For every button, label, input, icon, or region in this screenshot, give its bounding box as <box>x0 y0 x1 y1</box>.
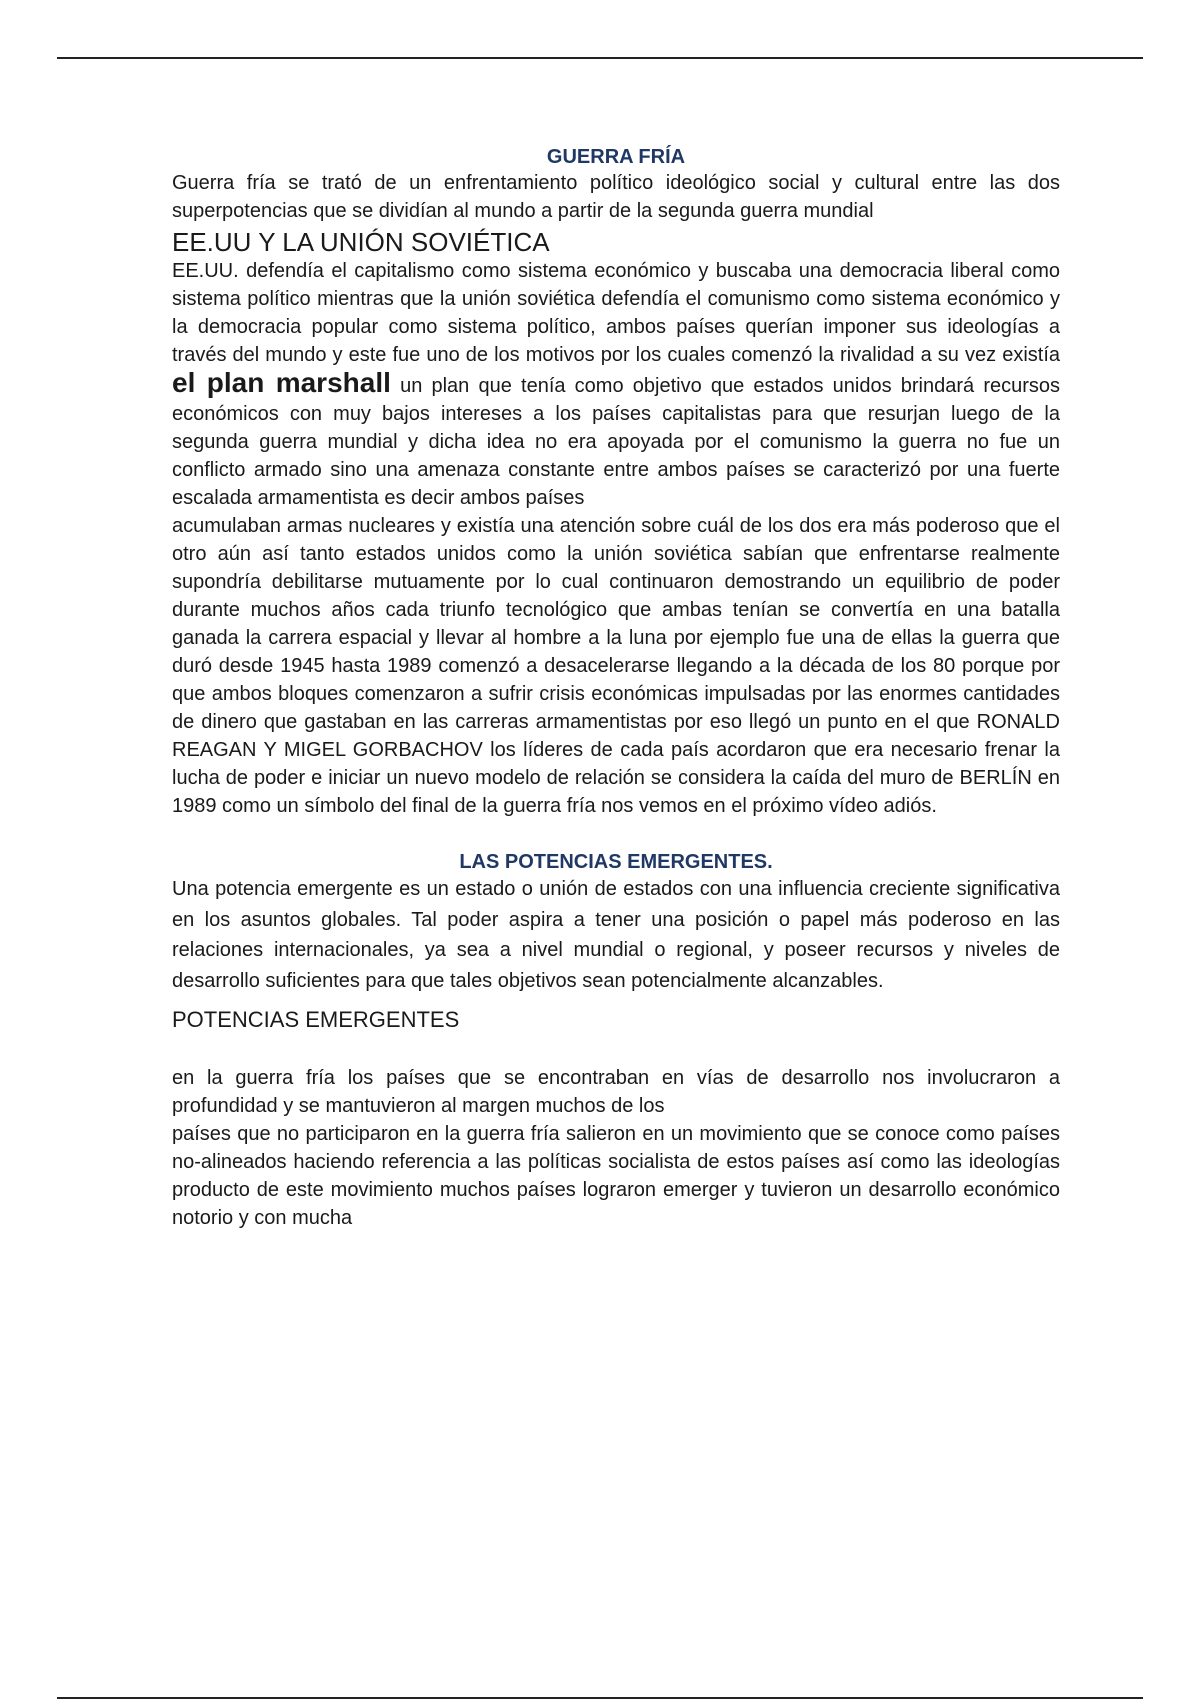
footer-rule <box>57 1697 1143 1699</box>
paragraph-potencias-part1: en la guerra fría los países que se encontraban en vías de desarrollo nos involucraron a profundidad y se mantuvieron al margen muchos de los <box>172 1067 1060 1117</box>
paragraph-continuation: acumulaban armas nucleares y existía una atención sobre cuál de los dos era más poderoso que el otro aún así tanto estados unidos como la unión soviética sabían que enfrentarse realmente supondría debilitarse mutuamente por lo cual continuaron demostrando un equilibrio de poder durante muchos años cada triunfo tecnológico que ambas tenían se convertía en una batalla ganada la carrera espacial y llevar al hombre a la luna por ejemplo fue una de ellas la guerra que duró desde 1945 hasta 1989 comenzó a desacelerarse llegando a la década de los 80 porque por que ambos bloques comenzaron a sufrir crisis económicas impulsadas por las enormes cantidades de dinero que gastaban en las carreras armamentistas por eso llegó un punto en el que RONALD REAGAN Y MIGEL GORBACHOV los líderes de cada país acordaron que era necesario frenar la lucha de poder e iniciar un nuevo modelo de relación se considera la caída del muro de BERLÍN en 1989 como un símbolo del final de la guerra fría nos vemos en el próximo vídeo adiós. <box>172 515 1060 817</box>
emphasis-plan-marshall: el plan marshall <box>172 367 391 398</box>
paragraph-intro-guerra-fria: Guerra fría se trató de un enfrentamiento político ideológico social y cultural entre las dos superpotencias que se dividían al mundo a partir de la segunda guerra mundial <box>172 172 1060 222</box>
header-rule <box>57 57 1143 59</box>
section-heading-guerra-fria: GUERRA FRÍA <box>546 146 686 168</box>
paragraph-potencias-part2: países que no participaron en la guerra fría salieron en un movimiento que se conoce como países no-alineados haciendo referencia a las políticas socialista de estos países así como las ideologías producto de este movimiento muchos países lograron emerger y tuvieron un desarrollo económico notorio y con mucha <box>172 1123 1060 1229</box>
paragraph-text-after-emphasis: un plan que tenía como objetivo que estados unidos brindará recursos económicos con muy bajos intereses a los países capitalistas para que resurjan luego de la segunda guerra mundial y dicha idea no era apoyada por el comunismo la guerra no fue un conflicto armado sino una amenaza constante entre ambos países se caracterizó por una fuerte escalada armamentista es decir ambos países <box>172 375 1061 509</box>
section-heading-potencias-emergentes: LAS POTENCIAS EMERGENTES. <box>459 851 773 873</box>
paragraph-eeuu-union-sovietica <box>172 257 1060 512</box>
paragraph-text-before-emphasis: EE.UU. defendía el capitalismo como sistema económico y buscaba una democracia liberal como sistema político mientras que la unión soviética defendía el comunismo como sistema económico y la democracia popular como sistema político, ambos países querían imponer sus ideologías a través del mundo y este fue uno de los motivos por los cuales comenzó la rivalidad a su vez existía <box>172 260 1060 366</box>
label-potencias-emergentes: POTENCIAS EMERGENTES <box>172 1007 460 1032</box>
subheading-eeuu-union-sovietica: EE.UU Y LA UNIÓN SOVIÉTICA <box>172 227 550 257</box>
document-body <box>172 145 1060 1232</box>
paragraph-intro-potencias: Una potencia emergente es un estado o unión de estados con una influencia creciente significativa en los asuntos globales. Tal poder aspira a tener una posición o papel más poderoso en las relaciones internacionales, ya sea a nivel mundial o regional, y poseer recursos y niveles de desarrollo suficientes para que tales objetivos sean potencialmente alcanzables. <box>172 878 1060 992</box>
